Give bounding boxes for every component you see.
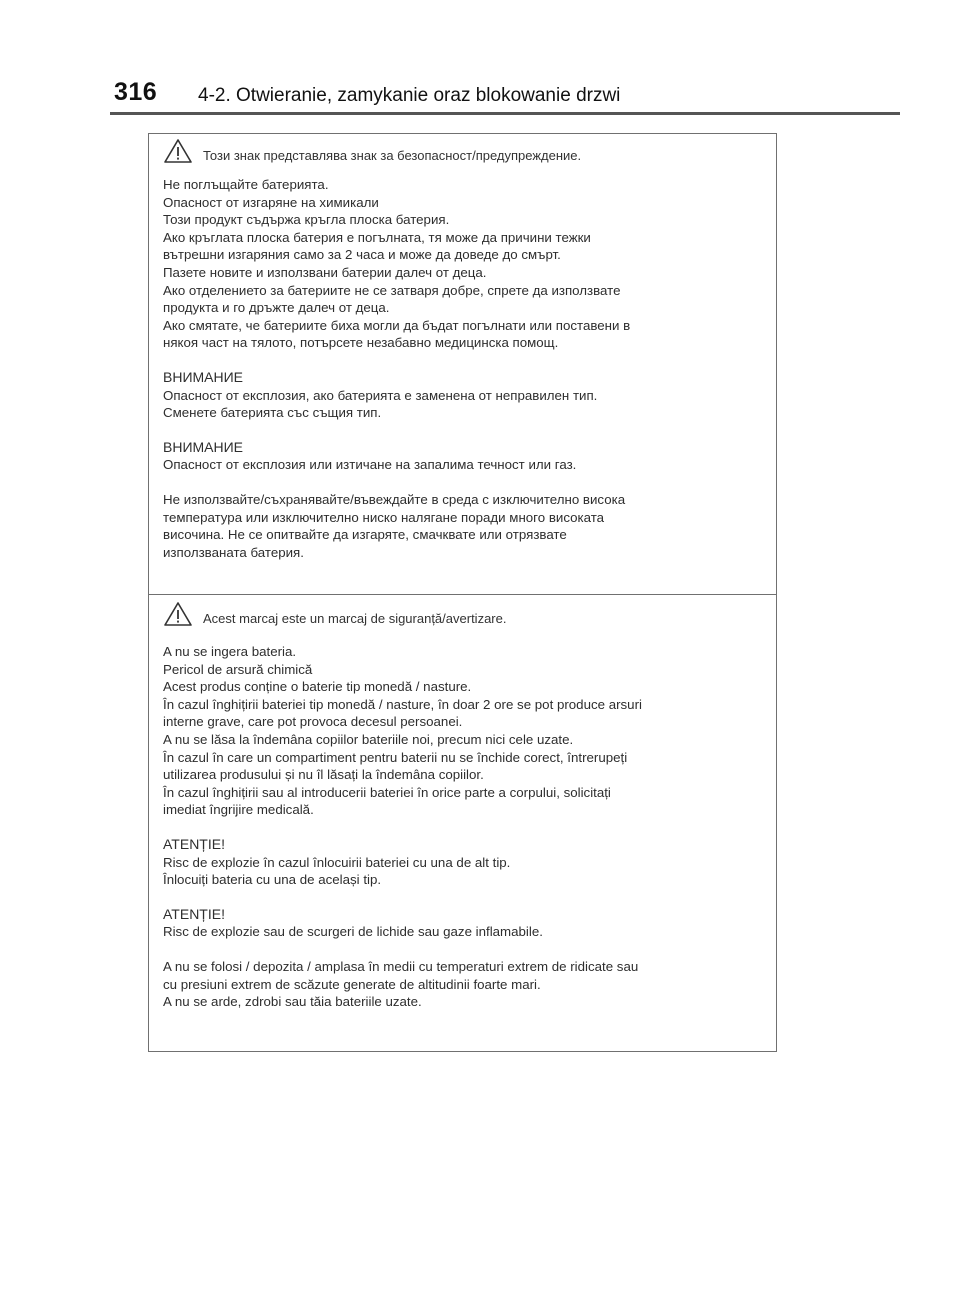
text-line: cu presiuni extrem de scăzute generate de altitudinii foarte mari. <box>163 976 541 992</box>
battery-warning-notice <box>148 133 777 1052</box>
text-line: вътрешни изгаряния само за 2 часа и може да доведе до смърт. <box>163 247 561 263</box>
text-line: Не използвайте/съхранявайте/въвеждайте в среда с изключително висока <box>163 491 626 507</box>
text-line: температура или изключително ниско налягане поради много високата <box>163 509 605 525</box>
paragraph <box>163 439 762 474</box>
paragraph <box>163 958 762 1011</box>
text-line: Risc de explozie în cazul înlocuirii bateriei cu una de alt tip. <box>163 854 511 870</box>
page-header <box>0 0 960 116</box>
text-line: някоя част на тялото, потърсете незабавно медицинска помощ. <box>163 335 559 351</box>
notice-panel-romanian <box>149 594 776 1050</box>
text-line: A nu se folosi / depozita / amplasa în medii cu temperaturi extrem de ridicate sau <box>163 958 639 974</box>
paragraph <box>163 176 762 352</box>
text-line: Ако смятате, че батериите биха могли да бъдат погълнати или поставени в <box>163 317 631 333</box>
paragraph <box>163 836 762 889</box>
text-line: Не поглъщайте батерията. <box>163 177 329 192</box>
caution-label: ATENȚIE! <box>163 835 225 852</box>
text-line: A nu se lăsa la îndemâna copiilor bateriile noi, precum nici cele uzate. <box>163 731 574 747</box>
text-line: Този продукт съдържа кръгла плоска батерия. <box>163 212 450 228</box>
caution-label: ATENȚIE! <box>163 905 225 922</box>
text-line: În cazul înghițirii bateriei tip monedă / nasture, în doar 2 ore se pot produce arsuri <box>163 696 642 712</box>
warning-heading: Този знак представлява знак за безопасност/предупреждение. <box>203 148 582 163</box>
text-line: imediat îngrijire medicală. <box>163 802 314 818</box>
warning-heading-row <box>163 138 581 164</box>
paragraph <box>163 491 762 561</box>
text-line: използваната батерия. <box>163 544 304 560</box>
notice-panel-bulgarian <box>149 134 776 594</box>
header-divider <box>110 112 900 115</box>
text-line: височина. Не се опитвайте да изгаряте, смачквате или отрязвате <box>163 527 567 543</box>
text-line: În cazul înghițirii sau al introducerii bateriei în orice parte a corpului, solicitați <box>163 784 611 800</box>
warning-triangle-icon <box>163 138 193 164</box>
text-line: utilizarea produsului și nu îl lăsați la îndemâna copiilor. <box>163 767 484 783</box>
warning-text-bulgarian <box>163 176 762 561</box>
page-number: 316 <box>114 78 158 106</box>
paragraph <box>163 906 762 941</box>
text-line: Опасност от експлозия, ако батерията е заменена от неправилен тип. <box>163 387 598 403</box>
paragraph <box>163 643 762 819</box>
text-line: În cazul în care un compartiment pentru baterii nu se închide corect, întrerupeți <box>163 749 628 765</box>
text-line: A nu se ingera bateria. <box>163 644 297 659</box>
text-line: A nu se arde, zdrobi sau tăia bateriile uzate. <box>163 994 422 1010</box>
text-line: interne grave, care pot provoca decesul persoanei. <box>163 714 463 730</box>
warning-heading: Acest marcaj este un marcaj de siguranță/avertizare. <box>203 611 507 626</box>
text-line: продукта и го дръжте далеч от деца. <box>163 300 390 316</box>
text-line: Сменете батерията със същия тип. <box>163 405 382 421</box>
text-line: Ако отделението за батериите не се затваря добре, спрете да използвате <box>163 282 621 298</box>
warning-heading-row <box>163 601 506 627</box>
warning-triangle-icon <box>163 601 193 627</box>
warning-text-romanian <box>163 643 762 1011</box>
text-line: Înlocuiți bateria cu una de același tip. <box>163 872 382 888</box>
text-line: Опасност от изгаряне на химикали <box>163 194 379 210</box>
section-title: 4-2. Otwieranie, zamykanie oraz blokowanie drzwi <box>198 85 621 106</box>
text-line: Пазете новите и използвани батерии далеч от деца. <box>163 264 487 280</box>
caution-label: ВНИМАНИЕ <box>163 438 244 455</box>
text-line: Pericol de arsură chimică <box>163 661 313 677</box>
text-line: Acest produs conține o baterie tip monedă / nasture. <box>163 679 472 695</box>
text-line: Опасност от експлозия или изтичане на запалима течност или газ. <box>163 457 577 473</box>
text-line: Risc de explozie sau de scurgeri de lichide sau gaze inflamabile. <box>163 924 543 940</box>
text-line: Ако кръглата плоска батерия е погълната, тя може да причини тежки <box>163 229 591 245</box>
caution-label: ВНИМАНИЕ <box>163 368 244 385</box>
paragraph <box>163 369 762 422</box>
